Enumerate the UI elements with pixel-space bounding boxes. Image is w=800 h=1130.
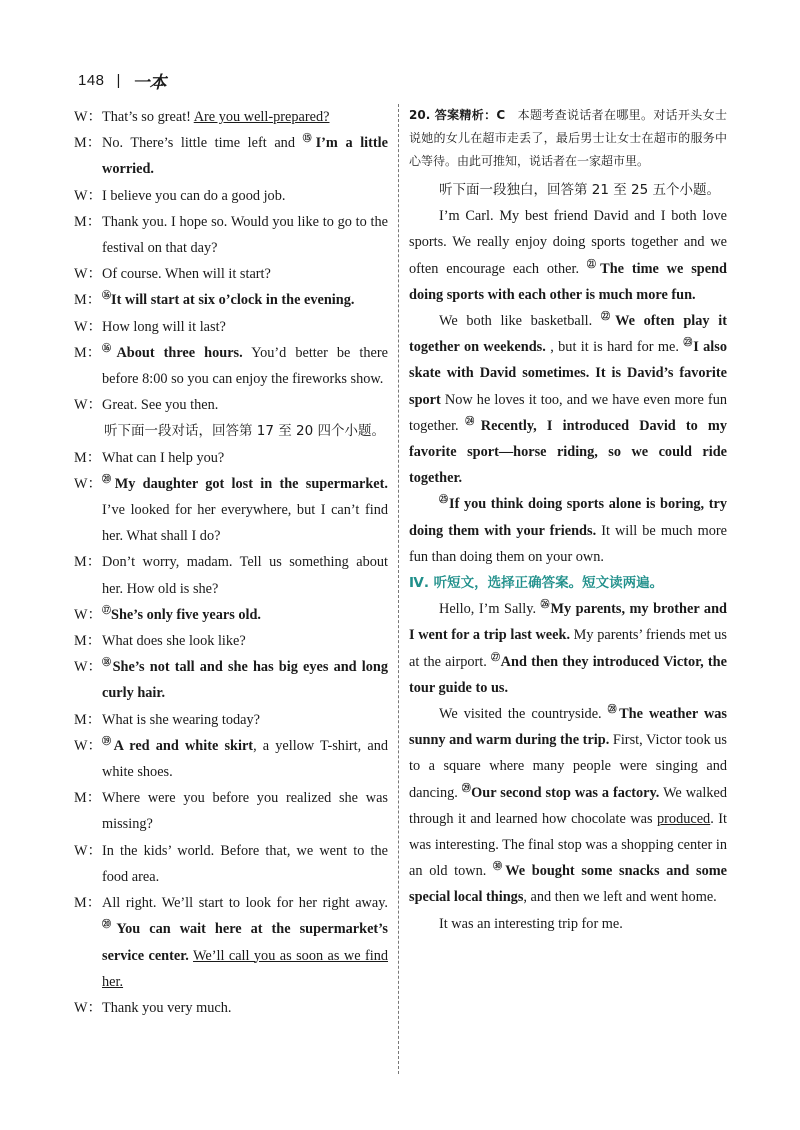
text-segment: Don’t worry, madam. Tell us something about her. How old is she? (102, 554, 388, 597)
bold-key-text: It will start at six o’clock in the evening. (111, 292, 355, 309)
text-segment: Now he loves it too, and we have even more fun together. (409, 391, 727, 434)
bold-key-text: I’m a little worried. (102, 135, 388, 178)
text-segment: , a yellow T-shirt, and white shoes. (102, 737, 389, 781)
marker-number: ㉓ (683, 337, 694, 348)
underlined-text: produced (657, 810, 711, 827)
dialogue-turn (74, 628, 388, 654)
dialogue-turn (74, 549, 388, 601)
utterance (102, 183, 388, 209)
dialogue-turn (74, 104, 388, 130)
brand-logo: 一本 (132, 72, 167, 93)
monologue (409, 203, 727, 570)
text-segment: Great. See you then. (102, 397, 219, 414)
dialogue-turn (74, 654, 388, 706)
right-column (409, 104, 727, 937)
bold-key-text: Recently, I introduced David to my favorite sport—horse riding, so we could ride together. (409, 417, 727, 487)
speaker-label: W： (74, 397, 102, 414)
text-segment: . It was interesting. The final stop was a shopping center in an old town. (409, 810, 727, 880)
left-column (74, 104, 388, 1021)
paragraph (409, 491, 727, 570)
dialogue-turn (74, 471, 388, 550)
speaker-label: M： (74, 895, 102, 912)
text-segment: We visited the countryside. (439, 706, 608, 723)
utterance (102, 445, 388, 471)
dialogue-turn (74, 733, 388, 785)
utterance (102, 654, 388, 706)
marker-number: ⑳ (102, 919, 117, 930)
text-segment: Of course. When will it start? (102, 266, 271, 283)
utterance (102, 707, 388, 733)
utterance (102, 340, 388, 392)
dialogue-one (74, 104, 388, 418)
paragraph (409, 203, 727, 308)
answer-label: 20. 答案精析：C (409, 108, 506, 122)
dialogue-turn (74, 209, 388, 261)
underlined-text: Are you well-prepared? (193, 109, 330, 125)
instruction-17-20: 听下面一段对话，回答第 17 至 20 四个小题。 (104, 423, 386, 440)
text-segment: I’m Carl. My best friend David and I both love sports. We really enjoy doing sports together and we often encourage each other. (409, 208, 727, 277)
speaker-label: W： (74, 109, 102, 125)
text-segment: My parents’ friends met us at the airport. (409, 627, 727, 670)
bold-key-text: If you think doing sports alone is boring, try doing them with your friends. (409, 496, 727, 539)
marker-number: ⑯ (102, 290, 112, 301)
bold-key-text: Our second stop was a factory. (471, 784, 660, 801)
text-segment: I’ve looked for her everywhere, but I can’t find her. What shall I do? (102, 502, 388, 545)
text-segment: Hello, I’m Sally. (439, 601, 541, 618)
text-segment: You’d better be there before 8:00 so you can enjoy the fireworks show. (102, 344, 389, 388)
dialogue-turn (74, 392, 388, 418)
speaker-label: W： (74, 266, 102, 283)
speaker-label: M： (74, 135, 102, 152)
utterance (102, 628, 388, 654)
bold-key-text: She’s only five years old. (111, 606, 262, 623)
utterance (102, 261, 388, 287)
speaker-label: W： (74, 187, 102, 204)
bold-key-text: The weather was sunny and warm during the trip. (409, 706, 727, 749)
text-segment: Thank you. I hope so. Would you like to go to the festival on that day? (102, 213, 388, 257)
paragraph (409, 701, 727, 911)
utterance (102, 785, 388, 837)
utterance (102, 287, 388, 313)
bold-key-text: A red and white skirt (113, 737, 254, 754)
dialogue-turn (74, 340, 388, 392)
bold-key-text: We often play it together on weekends. (409, 313, 727, 356)
text-segment: What can I help you? (102, 449, 225, 466)
bold-key-text: And then they introduced Victor, the tour guide to us. (409, 653, 727, 696)
dialogue-turn (74, 707, 388, 733)
page-number: 148 (78, 71, 105, 89)
speaker-label: W： (74, 999, 102, 1016)
paragraph (409, 308, 727, 491)
bold-key-text: The time we spend doing sports with each other is much more fun. (409, 260, 727, 303)
text-segment: What does she look like? (102, 633, 246, 650)
speaker-label: M： (74, 633, 102, 650)
speaker-label: W： (74, 318, 102, 335)
marker-number: ⑳ (102, 474, 115, 485)
text-segment: , and then we left and went home. (523, 889, 717, 906)
text-segment: Where were you before you realized she was missing? (102, 790, 388, 833)
speaker-label: M： (74, 292, 102, 309)
speaker-label: W： (74, 606, 102, 623)
answer-text: 本题考查说话者在哪里。对话开头女士说她的女儿在超市走丢了，最后男士让女士在超市的服务中心等待。由此可推知，说话者在一家超市里。 (409, 108, 727, 168)
text-segment: We walked through it and learned how chocolate was (409, 784, 727, 827)
marker-number: ㉚ (493, 861, 506, 872)
marker-number: ⑮ (302, 133, 316, 144)
marker-number: ㉗ (491, 651, 501, 662)
instruction-21-25: 听下面一段独白，回答第 21 至 25 五个小题。 (439, 182, 721, 198)
dialogue-turn (74, 183, 388, 209)
text-segment: It will be much more fun than doing them on your own. (409, 522, 728, 565)
speaker-label: M： (74, 554, 102, 571)
speaker-label: W： (74, 659, 102, 676)
text-segment: , but it is hard for me. (550, 339, 684, 356)
bold-key-text: I also skate with David sometimes. It is David’s favorite sport (409, 339, 727, 408)
marker-number: ㉖ (540, 599, 551, 610)
speaker-label: M： (74, 790, 102, 807)
utterance (102, 392, 388, 418)
utterance (102, 733, 388, 785)
text-segment: First, Victor took us to a square where many people were singing and dancing. (409, 732, 727, 801)
page-header (78, 68, 166, 92)
section-iv-title: Ⅳ. 听短文，选择正确答案。短文读两遍。 (409, 575, 664, 592)
speaker-label: M： (74, 711, 102, 728)
text-segment: Thank you very much. (102, 999, 232, 1016)
dialogue-turn (74, 445, 388, 471)
dialogue-two (74, 445, 388, 1021)
dialogue-turn (74, 287, 388, 313)
dialogue-turn (74, 314, 388, 340)
dialogue-turn (74, 261, 388, 287)
dialogue-turn (74, 838, 388, 890)
utterance (102, 130, 388, 182)
marker-number: ⑰ (102, 605, 112, 616)
utterance (102, 838, 388, 890)
utterance (102, 104, 388, 130)
text-segment: We both like basketball. (439, 313, 601, 330)
bold-key-text: My parents, my brother and I went for a trip last week. (409, 601, 727, 644)
utterance (102, 314, 388, 340)
paragraph (409, 596, 727, 701)
bold-key-text: We bought some snacks and some special local things (409, 863, 727, 906)
bold-key-text: You can wait here at the supermarket’s service center. (102, 921, 388, 964)
marker-number: ⑯ (102, 343, 117, 354)
speaker-label: W： (74, 842, 102, 859)
passage (409, 596, 727, 937)
column-divider (398, 104, 399, 1074)
marker-number: ㉒ (600, 311, 616, 322)
bold-key-text: My daughter got lost in the supermarket. (114, 475, 388, 492)
text-segment: I believe you can do a good job. (102, 187, 286, 204)
marker-number: ⑱ (102, 657, 113, 668)
text-segment: What is she wearing today? (102, 711, 261, 728)
text-segment: No. There’s little time left and (102, 135, 303, 152)
utterance (102, 209, 388, 261)
underlined-text: We’ll call you as soon as we find her. (102, 947, 389, 990)
text-segment: How long will it last? (102, 318, 226, 335)
utterance (102, 602, 388, 628)
text-segment: That’s so great! (102, 109, 194, 125)
speaker-label: M： (74, 344, 102, 361)
bold-key-text: She’s not tall and she has big eyes and long curly hair. (102, 659, 388, 702)
dialogue-turn (74, 602, 388, 628)
text-segment: It was an interesting trip for me. (439, 915, 623, 932)
dialogue-turn (74, 785, 388, 837)
marker-number: ⑲ (102, 736, 114, 747)
answer-analysis (409, 104, 727, 173)
bold-key-text: About three hours. (116, 344, 243, 361)
speaker-label: M： (74, 213, 102, 230)
dialogue-turn (74, 130, 388, 182)
marker-number: ㉔ (458, 416, 481, 427)
utterance (102, 995, 388, 1021)
marker-number: ㉘ (607, 704, 620, 715)
text-segment: In the kids’ world. Before that, we went to the food area. (102, 842, 388, 885)
marker-number: ㉙ (461, 782, 472, 793)
utterance (102, 471, 388, 550)
marker-number: ㉕ (439, 494, 450, 505)
utterance (102, 890, 388, 995)
speaker-label: W： (74, 475, 102, 492)
paragraph (409, 911, 727, 937)
marker-number: ㉑ (586, 258, 601, 269)
speaker-label: W： (74, 737, 102, 754)
dialogue-turn (74, 890, 388, 995)
text-segment: All right. We’ll start to look for her right away. (102, 895, 388, 912)
speaker-label: M： (74, 449, 102, 466)
dialogue-turn (74, 995, 388, 1021)
utterance (102, 549, 388, 601)
header-separator: | (116, 71, 121, 89)
